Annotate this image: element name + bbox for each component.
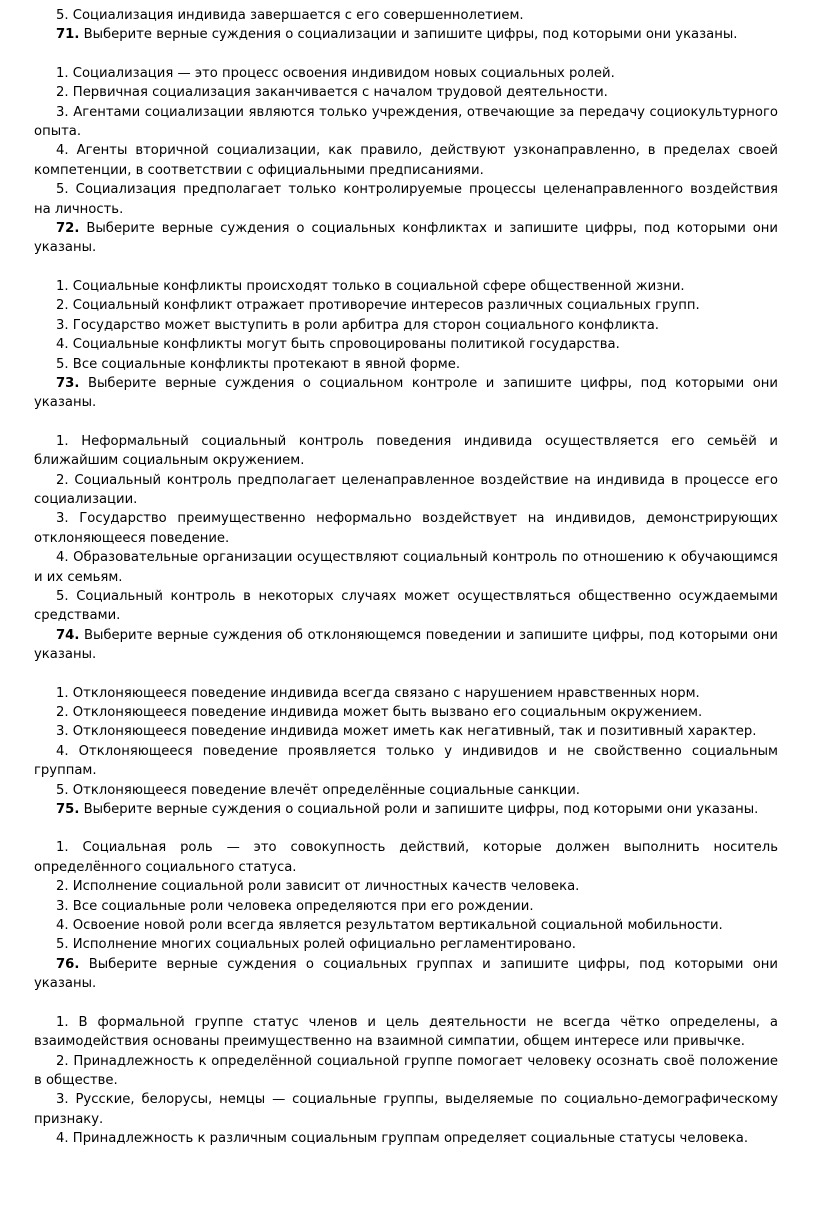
paragraph-text: 1. Социальные конфликты происходят только в социальной сфере общественной жизни. <box>56 278 685 294</box>
statement-paragraph <box>34 877 778 896</box>
paragraph-text: 5. Социализация индивида завершается с его совершеннолетием. <box>56 8 524 23</box>
document-body <box>34 6 778 1149</box>
statement-paragraph <box>34 838 778 877</box>
paragraph-spacer <box>34 258 778 277</box>
paragraph-text: 5. Отклоняющееся поведение влечёт определённые социальные санкции. <box>56 782 581 798</box>
statement-paragraph <box>34 6 778 25</box>
statement-paragraph <box>34 432 778 471</box>
paragraph-text: 5. Исполнение многих социальных ролей официально регламентировано. <box>56 937 576 953</box>
paragraph-text: Выберите верные суждения о социальных группах и запишите цифры, под которыми они указаны. <box>34 956 778 992</box>
statement-paragraph <box>34 684 778 703</box>
paragraph-text: Выберите верные суждения о социализации и запишите цифры, под которыми они указаны. <box>79 27 738 43</box>
paragraph-text: Выберите верные суждения о социальном контроле и запишите цифры, под которыми они указаны. <box>34 375 778 411</box>
paragraph-text: 4. Образовательные организации осуществляют социальный контроль по отношению к обучающимся и их семьям. <box>34 550 778 585</box>
paragraph-text: 2. Социальный контроль предполагает целенаправленное воздействие на индивида в процессе его социализации. <box>34 472 778 507</box>
statement-paragraph <box>34 1013 778 1052</box>
paragraph-text: 3. Все социальные роли человека определяются при его рождении. <box>56 898 534 914</box>
paragraph-text: 2. Отклоняющееся поведение индивида может быть вызвано его социальным окружением. <box>56 705 703 720</box>
paragraph-text: 2. Исполнение социальной роли зависит от личностных качеств человека. <box>56 879 580 895</box>
paragraph-text: 2. Первичная социализация заканчивается с началом трудовой деятельности. <box>56 85 608 101</box>
paragraph-text: Выберите верные суждения о социальной роли и запишите цифры, под которыми они указаны. <box>79 802 759 818</box>
numbered-task-paragraph <box>34 374 778 413</box>
paragraph-text: 5. Социализация предполагает только контролируемые процессы целенаправленного воздействия на личность. <box>34 182 778 217</box>
statement-paragraph <box>34 1052 778 1091</box>
statement-paragraph <box>34 64 778 83</box>
statement-paragraph <box>34 296 778 315</box>
statement-paragraph <box>34 509 778 548</box>
statement-paragraph <box>34 103 778 142</box>
statement-paragraph <box>34 703 778 722</box>
paragraph-text: 3. Агентами социализации являются только учреждения, отвечающие за передачу социокультурного опыта. <box>34 104 778 140</box>
statement-paragraph <box>34 277 778 296</box>
task-number: 71. <box>56 27 80 43</box>
task-number: 73. <box>56 375 80 391</box>
numbered-task-paragraph <box>34 25 778 44</box>
paragraph-text: 2. Принадлежность к определённой социальной группе помогает человеку осознать своё положение в обществе. <box>34 1053 778 1088</box>
paragraph-text: Выберите верные суждения об отклоняющемся поведении и запишите цифры, под которыми они указаны. <box>34 627 778 663</box>
statement-paragraph <box>34 935 778 954</box>
paragraph-text: 1. Неформальный социальный контроль поведения индивида осуществляется его семьёй и ближайшим социальным окружением. <box>34 433 778 469</box>
task-number: 72. <box>56 221 80 237</box>
paragraph-spacer <box>34 665 778 684</box>
numbered-task-paragraph <box>34 626 778 665</box>
statement-paragraph <box>34 180 778 219</box>
statement-paragraph <box>34 1090 778 1129</box>
numbered-task-paragraph <box>34 955 778 994</box>
paragraph-text: 5. Все социальные конфликты протекают в явной форме. <box>56 356 461 372</box>
paragraph-text: 3. Государство может выступить в роли арбитра для сторон социального конфликта. <box>56 317 659 333</box>
paragraph-text: 4. Принадлежность к различным социальным группам определяет социальные статусы человека. <box>56 1131 749 1147</box>
paragraph-spacer <box>34 994 778 1013</box>
paragraph-text: 5. Социальный контроль в некоторых случаях может осуществляться общественно осуждаемыми средствами. <box>34 588 778 624</box>
paragraph-text: Выберите верные суждения о социальных конфликтах и запишите цифры, под которыми они указаны. <box>34 221 778 256</box>
paragraph-text: 4. Освоение новой роли всегда является результатом вертикальной социальной мобильности. <box>56 918 723 934</box>
paragraph-spacer <box>34 45 778 64</box>
numbered-task-paragraph <box>34 800 778 819</box>
statement-paragraph <box>34 335 778 354</box>
statement-paragraph <box>34 141 778 180</box>
paragraph-text: 3. Русские, белорусы, немцы — социальные группы, выделяемые по социально-демографическому признаку. <box>34 1092 778 1127</box>
statement-paragraph <box>34 355 778 374</box>
statement-paragraph <box>34 471 778 510</box>
paragraph-spacer <box>34 819 778 838</box>
task-number: 75. <box>56 802 80 818</box>
paragraph-text: 4. Агенты вторичной социализации, как правило, действуют узконаправленно, в пределах своей компетенции, в соответствии с официальными предписаниями. <box>34 143 778 178</box>
paragraph-text: 1. Отклоняющееся поведение индивида всегда связано с нарушением нравственных норм. <box>56 685 700 701</box>
numbered-task-paragraph <box>34 219 778 258</box>
statement-paragraph <box>34 316 778 335</box>
statement-paragraph <box>34 587 778 626</box>
statement-paragraph <box>34 548 778 587</box>
paragraph-text: 1. Социальная роль — это совокупность действий, которые должен выполнить носитель определённого социального статуса. <box>34 840 778 875</box>
statement-paragraph <box>34 916 778 935</box>
statement-paragraph <box>34 897 778 916</box>
statement-paragraph <box>34 781 778 800</box>
paragraph-text: 1. Социализация — это процесс освоения индивидом новых социальных ролей. <box>56 65 615 81</box>
paragraph-text: 4. Отклоняющееся поведение проявляется только у индивидов и не свойственно социальным группам. <box>34 743 778 779</box>
paragraph-text: 4. Социальные конфликты могут быть спровоцированы политикой государства. <box>56 337 620 353</box>
statement-paragraph <box>34 742 778 781</box>
paragraph-text: 3. Государство преимущественно неформально воздействует на индивидов, демонстрирующих отклоняющееся поведение. <box>34 511 778 546</box>
paragraph-spacer <box>34 413 778 432</box>
task-number: 76. <box>56 956 80 972</box>
paragraph-text: 1. В формальной группе статус членов и цель деятельности не всегда чётко определены, а взаимодействия основаны преимущественно на взаимной симпатии, общем интересе или привычке. <box>34 1014 778 1050</box>
statement-paragraph <box>34 1129 778 1148</box>
paragraph-text: 3. Отклоняющееся поведение индивида может иметь как негативный, так и позитивный характер. <box>56 724 757 740</box>
paragraph-text: 2. Социальный конфликт отражает противоречие интересов различных социальных групп. <box>56 298 700 314</box>
statement-paragraph <box>34 722 778 741</box>
task-number: 74. <box>56 627 80 643</box>
statement-paragraph <box>34 83 778 102</box>
